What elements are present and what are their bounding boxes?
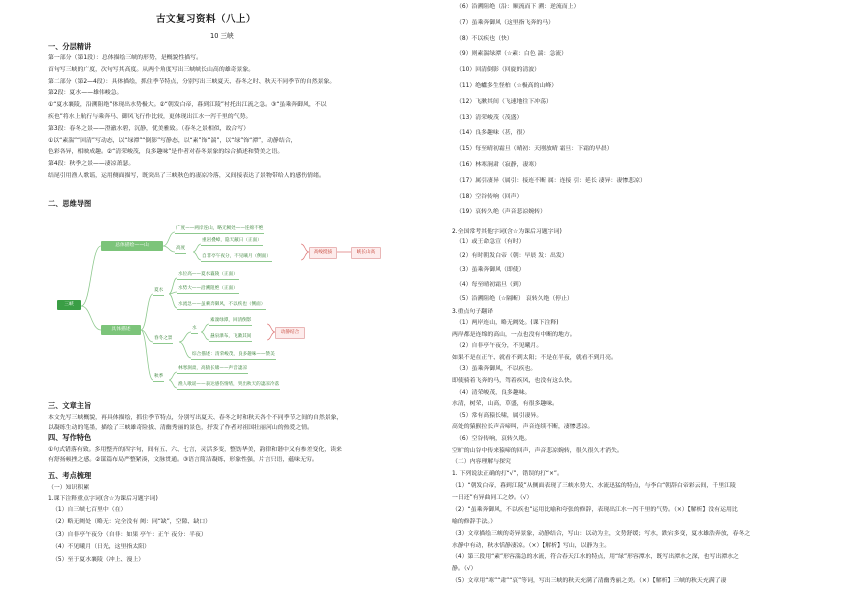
section-1-line: 第2段：夏水——雄伟峻急。 [48, 90, 123, 97]
translation-line: （2）自非亭午夜分，不见曦月。 [456, 343, 543, 350]
section-1-line: 疾也”将水上航行与乘奔马、御风飞行作比较，更体现出江水一泻千里的气势。 [48, 114, 252, 120]
mind-map-height-direct: 重岩叠嶂，隐天蔽日（正面） [201, 237, 263, 246]
mind-map-spring-winter: 春冬之景 [153, 335, 173, 344]
mind-map-height: 高度 [175, 245, 186, 254]
document-title: 古文复习资料（八上） [156, 14, 257, 25]
vocab-line: （12）飞漱其间（飞速地往下冲荡） [456, 98, 552, 105]
other-words-heading: 2.全国常考其他字词(含☆为课后习题字词) [452, 229, 562, 235]
translation-line: 两岸都是连绵的高山，一点也没有中断的地方。 [452, 331, 576, 338]
section-1-line: ①“夏水襄陵，沿溯阻绝”体现出水势极大。②“朝发白帝，暮到江陵”衬托出江流之急。③“虽乘奔御风，不以 [48, 102, 327, 109]
mind-map-root: 三峡 [57, 300, 81, 310]
judgement-line: （1）“朝发白帝，暮到江陵”从侧面表现了三峡水势大、水流迅猛的特点，与李白“朝辞白帝彩云间，千里江陵 [452, 483, 736, 489]
section-1-line: ①以“素湍”“回清”写动态，以“绿潭”“倒影”写静态，以“素”饰“湍”，以“绿”饰“潭”，动静结合， [48, 137, 297, 144]
judgement-line: （4）第三段用“素”形容湍急的水流，符合春天江水的特点，用“绿”形容潭水，既写出潭水之深，也写出潭水之 [452, 554, 739, 561]
mind-map-spring-water-a: 素湍绿潭，回清倒影 [209, 317, 252, 326]
section-1-line: 第一部分（第1段）：总体描绘三峡的形势，是概貌性描写。 [48, 55, 202, 61]
translation-line: 空旷的山谷中传来猿啼的回声，声音悲凉婉转，很久很久才消失。 [452, 447, 623, 454]
vocab-line: （4）不见曦月（日光，这里指太阳） [52, 544, 150, 551]
mind-map-branch-detail: 具体描述 [101, 325, 141, 335]
translation-heading: 3.重点句子翻译 [452, 309, 493, 315]
knowledge-subheading: （一）知识积累 [48, 485, 90, 491]
judgement-line: 静。（√） [452, 566, 477, 573]
section-heading-4: 四、写作特色 [48, 433, 92, 442]
mind-map-spring-water-b: 悬泉瀑布，飞漱其间 [209, 333, 252, 342]
mind-map-height-indirect: 自非亭午夜分，不见曦月（侧面） [201, 253, 272, 262]
vocab-line: （7）虽乘奔御风（这里指飞奔的马） [456, 19, 554, 26]
translation-line: （4）清荣峻茂，良多趣味。 [456, 389, 531, 396]
mind-map-tag-long-high: 峡长山高 [351, 247, 381, 259]
vocab-item-heading: 1.课下注释重点字词(含☆为课后习题字词) [48, 496, 158, 502]
vocab-line: （2）略无阙处（略无：完全没有 阙：同“缺”，空隙、缺口） [52, 519, 211, 526]
vocab-line: （5）至于夏水襄陵（冲上、漫上） [52, 556, 145, 563]
section-1-line: 第4段：秋季之景——凄凉萧瑟。 [48, 161, 135, 168]
vocab-line: （3）自非亭午夜分（自非：如果 亭午：正午 夜分：半夜） [52, 531, 207, 538]
other-word-line: （4）每至晴初霜旦（到） [456, 281, 525, 288]
translation-line: （5）常有高猿长啸，属引凄异。 [456, 412, 543, 419]
mind-map-spring-summary: 综合描述：清荣峻茂，良多趣味——赞美 [191, 351, 276, 360]
vocab-line: （10）回清倒影（回旋的清波） [456, 67, 541, 74]
mind-map-spring-water: 水 [191, 325, 198, 334]
translation-line: （6）空谷传响，哀转久绝。 [456, 436, 531, 442]
other-word-line: （5）沿溯阻绝（☆隔断） 哀转久绝（停止） [456, 295, 573, 302]
vocab-line: （17）属引凄异（属引：接连不断 属：连接 引：延长 凄异：凄惨悲凉） [456, 177, 646, 184]
section-1-line: 第3段：春冬之景——澄澈水碧，沉静，优美雅致。（春冬之景相似，故合写） [48, 125, 250, 132]
translation-line: 高处的猿猴拉长声音啼叫，声音连续不断，凄惨悲凉。 [452, 424, 594, 431]
section-4-line: 有舒扬顿挫之感。②谋篇布局严整紧凑，文脉贯通。③语言简洁凝练，形象性强，片言只语，蕴味无穷。 [48, 457, 318, 463]
judgement-line: （5）文章用“寒”“肃”“哀”等词，写出三峡的秋天充满了清幽秀丽之美。（×）【解析】三峡的秋天充满了凄 [452, 578, 727, 585]
section-heading-5: 五、考点梳理 [48, 471, 92, 480]
section-1-line: 结尾引用渔人歌谣，运用侧面描写，既突出了三峡秋色的凄凉冷落，又间接表达了景物带给人的感伤情绪。 [48, 173, 325, 179]
judgement-line: （2）“虽乘奔御风，不以疾也”运用比喻和夸张的修辞，表现出江水一泻千里的气势。（×）【解析】没有运用比 [452, 506, 738, 513]
vocab-line: （6）沿溯阻绝（沿：顺流而下 溯：逆流而上） [456, 4, 580, 10]
section-4-line: ①句式错落有致。多用整齐的四字句，间有五、六、七言，灵活多变，整饬华美，韵律和谐中又有参差变化，读来 [48, 447, 342, 453]
mind-map-summer-speed: 水流急——虽乘奔御风，不以疾也（侧面） [177, 301, 266, 310]
translation-line: （1）两岸连山，略无阙处。(课下注释) [456, 320, 559, 326]
section-1-line: 首句写三峡的广度，次句写其高度。从两个角度写出三峡峡长山高的雄奇景象。 [48, 66, 255, 73]
section-1-line: 第二部分（第2—4段）：具体描绘，抓住季节特点，分别写出三峡夏天、春冬之时、秋天不同季节的自然景象。 [48, 78, 336, 85]
vocab-line: （13）清荣峻茂（茂盛） [456, 114, 523, 121]
lesson-title: 10 三峡 [210, 32, 234, 40]
mind-map-autumn-b: 渔人歌谣——表达感伤情绪，突出秋天的凄凉冷落 [177, 381, 280, 390]
vocab-line: （8）不以疾也（快） [456, 35, 513, 42]
vocab-line: （11）绝巘多生怪柏（☆极高的山峰） [456, 83, 558, 89]
other-word-line: （2）有时朝发白帝（朝：早晨 发：出发） [456, 253, 568, 260]
judgement-line: （3）文章描绘三峡的奇异景象，动静结合，写山：以动为主，文势舒缓；写水，跌宕多变，夏水雄浩奔放，春冬之 [452, 530, 751, 537]
mind-map-summer-force: 水势大——沿溯阻绝（正面） [177, 285, 239, 294]
other-word-line: （1）或王命急宣（有时） [456, 239, 525, 245]
translation-line: 1. 下列说法正确的打“√”，错误的打“×”。 [452, 470, 563, 477]
mind-map [55, 222, 415, 394]
mind-map-summer: 夏水 [153, 287, 164, 296]
vocab-line: （15）每至晴初霜旦（晴初：天刚放晴 霜旦：下霜的早晨） [456, 146, 613, 153]
vocab-line: （16）林寒涧肃（寂静，凄寒） [456, 162, 541, 168]
translation-line: （二）内容理解与探究 [452, 459, 511, 466]
mind-map-width: 广度——两岸连山，略无阙处——连绵不绝 [175, 225, 264, 234]
section-1-line: 色彩各异，相映成趣。②“清荣峻茂，良多趣味”是作者对春冬景象的综合描述和赞美之语。 [48, 149, 284, 156]
translation-line: 即使骑着飞奔的马，驾着疾风，也没有这么快。 [452, 378, 576, 384]
translation-line: （3）虽乘奔御风，不以疾也。 [456, 366, 537, 373]
mind-map-summer-level: 水位高——夏水襄陵（正面） [177, 271, 239, 280]
mind-map-branch-overall: 总体描绘——山 [101, 241, 163, 251]
section-3-line: 本文先写三峡概貌，再具体描绘，抓住季节特点，分别写出夏天、春冬之时和秋天各个不同季节之间的自然景象， [48, 415, 343, 421]
section-heading-1: 一、分层精讲 [48, 42, 92, 51]
mind-map-tag-lofty: 高峻挺拔 [309, 247, 337, 259]
vocab-line: （18）空谷传响（回声） [456, 193, 523, 200]
other-word-line: （3）虽乘奔御风（即使） [456, 267, 525, 274]
vocab-line: （9）则素湍绿潭（☆素：白色 湍：急流） [456, 51, 568, 58]
translation-line: 如果不是在正午、就看不到太阳；不是在半夜，就看不到月亮。 [452, 354, 617, 361]
section-3-line: 以凝练生动的笔墨，描绘了三峡雄奇险拔、清幽秀丽的景色，抒发了作者对祖国壮丽河山的热爱之情。 [48, 425, 314, 431]
vocab-line: （19）哀转久绝（声音悲凉婉转） [456, 209, 546, 216]
section-heading-2: 二、思维导图 [48, 199, 92, 208]
vocab-line: （14）良多趣味（甚，很） [456, 130, 529, 137]
translation-line: 水清，树荣，山高，草盛，有很多趣味。 [452, 401, 559, 408]
mind-map-autumn-a: 林寒涧肃，高猿长啸——声音凄凉 [177, 365, 248, 374]
vocab-line: （1）自三峡七百里中（在） [52, 507, 127, 513]
mind-map-autumn: 秋季 [153, 373, 164, 382]
section-heading-3: 三、文章主旨 [48, 401, 92, 410]
judgement-line: 喻的修辞手法。） [452, 518, 497, 525]
mind-map-tag-motion: 动静结合 [275, 327, 305, 339]
judgement-line: 一日还”有异曲同工之妙。（√） [452, 494, 533, 501]
judgement-line: 水静中有动，秋水恬静凄凉。（×）【解析】写山，以静为主。 [452, 542, 611, 549]
